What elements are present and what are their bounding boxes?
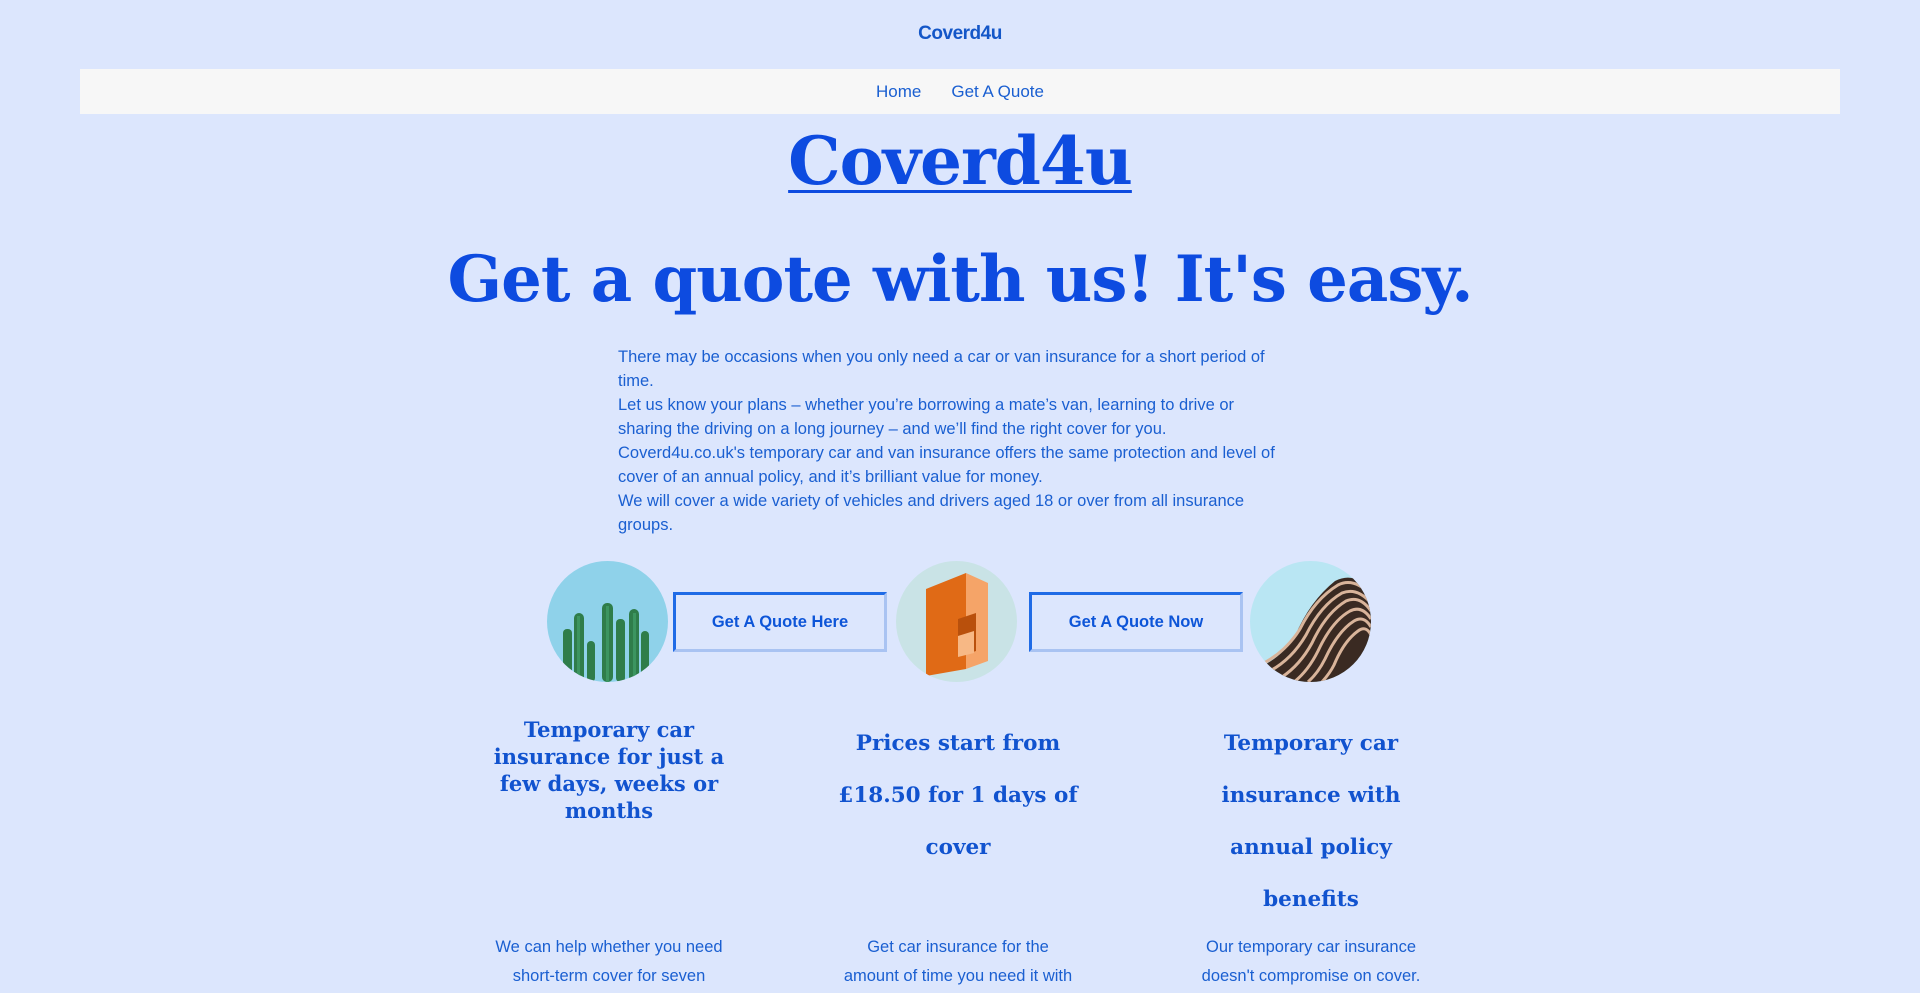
hero-title-link[interactable]: Coverd4u: [788, 122, 1132, 200]
cactus-image: [547, 561, 668, 682]
feature-title-annual-benefits: Temporary car insurance with annual policy benefits: [1221, 731, 1401, 912]
page-tagline: Get a quote with us! It's easy.: [447, 242, 1473, 317]
feature-title-short-term: Temporary car insurance for just a few days, weeks or months: [493, 717, 725, 823]
main-navigation: [80, 69, 1840, 114]
feature-body-short-term: We can help whether you need short-term cover for seven: [495, 938, 723, 985]
feature-body-annual-benefits: Our temporary car insurance doesn't compromise on cover.: [1201, 938, 1421, 985]
intro-paragraph: Let us know your plans – whether you’re borrowing a mate’s van, learning to drive or sharing the driving on a long journey – and we’ll find the right cover for you.: [618, 396, 1235, 438]
intro-paragraph: Coverd4u.co.uk's temporary car and van insurance offers the same protection and level of cover of an annual policy, and it’s brilliant value for money.: [618, 444, 1275, 486]
intro-paragraph: We will cover a wide variety of vehicles and drivers aged 18 or over from all insurance groups.: [618, 492, 1245, 534]
get-quote-now-button[interactable]: Get A Quote Now: [1029, 592, 1243, 652]
nav-home-link[interactable]: Home: [876, 81, 922, 101]
nav-get-a-quote-link[interactable]: Get A Quote: [951, 81, 1044, 101]
intro-paragraph: There may be occasions when you only need a car or van insurance for a short period of time.: [618, 348, 1265, 390]
orange-building-image: [896, 561, 1017, 682]
feature-body-prices: Get car insurance for the amount of time you need it with: [843, 938, 1073, 985]
curved-tower-image: [1250, 561, 1371, 682]
feature-title-prices: Prices start from £18.50 for 1 days of cover: [838, 731, 1078, 860]
site-brand[interactable]: Coverd4u: [918, 23, 1002, 44]
intro-text: [618, 345, 1280, 537]
get-quote-here-button[interactable]: Get A Quote Here: [673, 592, 887, 652]
